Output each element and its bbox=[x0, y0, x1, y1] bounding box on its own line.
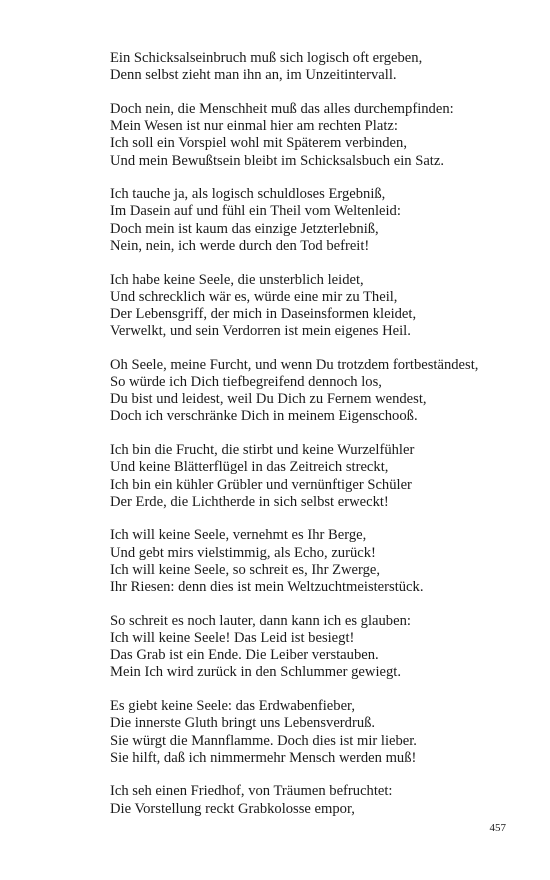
stanza bbox=[110, 101, 530, 170]
verse-line: Denn selbst zieht man ihn an, im Unzeitintervall. bbox=[110, 67, 397, 84]
verse-line: Ich will keine Seele, vernehmt es Ihr Berge, bbox=[110, 527, 367, 544]
verse-line: Ein Schicksalseinbruch muß sich logisch oft ergeben, bbox=[110, 50, 423, 66]
stanza bbox=[110, 186, 530, 255]
verse-line: Ich seh einen Friedhof, von Träumen befruchtet: bbox=[110, 783, 393, 800]
verse-line: Doch mein ist kaum das einzige Jetzterlebniß, bbox=[110, 220, 379, 237]
verse-line: Und gebt mirs vielstimmig, als Echo, zurück! bbox=[110, 544, 376, 561]
verse-line: Im Dasein auf und fühl ein Theil vom Weltenleid: bbox=[110, 203, 401, 220]
verse-line: So würde ich Dich tiefbegreifend dennoch los, bbox=[110, 374, 382, 391]
verse-line: So schreit es noch lauter, dann kann ich es glauben: bbox=[110, 612, 411, 629]
verse-line: Die innerste Gluth bringt uns Lebensverdruß. bbox=[110, 715, 376, 732]
stanza bbox=[110, 698, 530, 767]
verse-line: Ich bin die Frucht, die stirbt und keine Wurzelfühler bbox=[110, 442, 415, 459]
verse-line: Ich soll ein Vorspiel wohl mit Späterem verbinden, bbox=[110, 135, 407, 152]
verse-line: Sie hilft, daß ich nimmermehr Mensch werden muß! bbox=[110, 749, 417, 766]
verse-line: Ich will keine Seele! Das Leid ist besiegt! bbox=[110, 629, 355, 646]
verse-line: Mein Ich wird zurück in den Schlummer gewiegt. bbox=[110, 664, 401, 681]
stanza bbox=[110, 50, 530, 84]
verse-line: Ich tauche ja, als logisch schuldloses Ergebniß, bbox=[110, 186, 386, 203]
stanza bbox=[110, 527, 530, 596]
verse-line: Sie würgt die Mannflamme. Doch dies ist mir lieber. bbox=[110, 732, 417, 749]
verse-line: Ich habe keine Seele, die unsterblich leidet, bbox=[110, 271, 364, 288]
verse-line: Das Grab ist ein Ende. Die Leiber verstauben. bbox=[110, 647, 379, 664]
verse-line: Die Vorstellung reckt Grabkolosse empor, bbox=[110, 800, 355, 817]
verse-line: Doch nein, die Menschheit muß das alles durchempfinden: bbox=[110, 100, 454, 117]
stanza bbox=[110, 442, 530, 511]
verse-line: Du bist und leidest, weil Du Dich zu Fernem wendest, bbox=[110, 391, 427, 408]
verse-line: Und mein Bewußtsein bleibt im Schicksalsbuch ein Satz. bbox=[110, 152, 444, 169]
stanza bbox=[110, 357, 530, 426]
page-number: 457 bbox=[489, 822, 506, 834]
stanza bbox=[110, 783, 530, 817]
verse-line: Nein, nein, ich werde durch den Tod befreit! bbox=[110, 237, 370, 254]
verse-line: Und schrecklich wär es, würde eine mir zu Theil, bbox=[110, 288, 398, 305]
verse-line: Und keine Blätterflügel in das Zeitreich streckt, bbox=[110, 459, 389, 476]
verse-line: Verwelkt, und sein Verdorren ist mein eigenes Heil. bbox=[110, 323, 411, 340]
verse-line: Der Erde, die Lichtherde in sich selbst erweckt! bbox=[110, 493, 389, 510]
verse-line: Oh Seele, meine Furcht, und wenn Du trotzdem fortbeständest, bbox=[110, 356, 479, 373]
poem-text bbox=[110, 50, 530, 834]
stanza bbox=[110, 272, 530, 341]
verse-line: Mein Wesen ist nur einmal hier am rechten Platz: bbox=[110, 118, 398, 135]
verse-line: Ich bin ein kühler Grübler und vernünftiger Schüler bbox=[110, 476, 412, 493]
verse-line: Ihr Riesen: denn dies ist mein Weltzuchtmeisterstück. bbox=[110, 579, 424, 596]
stanza bbox=[110, 613, 530, 682]
verse-line: Der Lebensgriff, der mich in Daseinsformen kleidet, bbox=[110, 305, 417, 322]
verse-line: Ich will keine Seele, so schreit es, Ihr Zwerge, bbox=[110, 561, 381, 578]
verse-line: Es giebt keine Seele: das Erdwabenfieber, bbox=[110, 698, 355, 715]
verse-line: Doch ich verschränke Dich in meinem Eigenschooß. bbox=[110, 408, 418, 425]
